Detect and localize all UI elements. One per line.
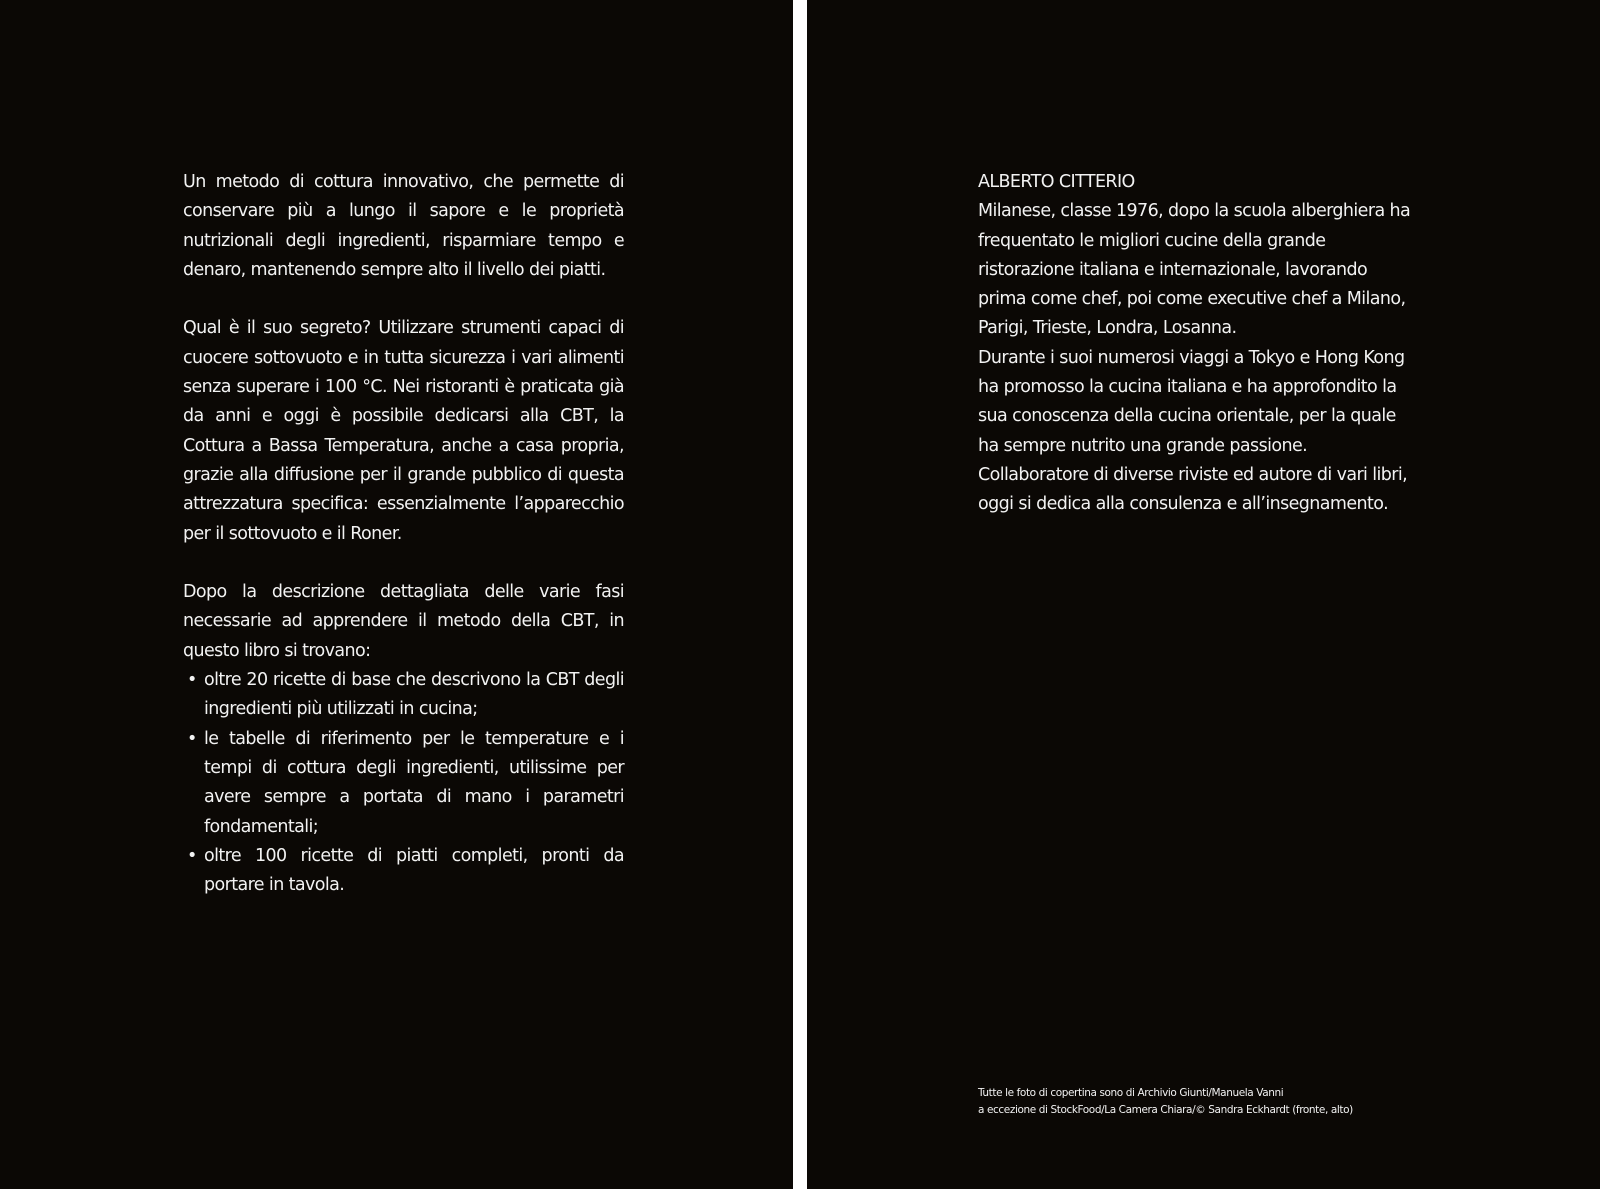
description-paragraph: Qual è il suo segreto? Utilizzare strumenti capaci di cuocere sottovuoto e in tutta sicurezza i vari alimenti senza superare i 100 °C. Nei ristoranti è praticata già da anni e oggi è possibile dedicarsi alla CBT, la Cottura a Bassa Temperatura, anche a casa propria, grazie alla diffusione per il grande pubblico di questa attrezzatura specifica: essenzialmente l’apparecchio per il sottovuoto e il Roner. [183, 318, 624, 544]
back-cover-right-page [807, 0, 1600, 1189]
author-name: ALBERTO CITTERIO [978, 172, 1135, 192]
list-item [183, 725, 624, 842]
list-item [183, 666, 624, 725]
author-bio [978, 168, 1419, 520]
credit-line: Tutte le foto di copertina sono di Archivio Giunti/Manuela Vanni [978, 1087, 1284, 1099]
description-paragraph: Un metodo di cottura innovativo, che permette di conservare più a lungo il sapore e le proprietà nutrizionali degli ingredienti, risparmiare tempo e denaro, mantenendo sempre alto il livello dei piatti. [183, 172, 624, 280]
bullet-icon: • [187, 845, 197, 866]
bio-paragraph: Durante i suoi numerosi viaggi a Tokyo e Hong Kong ha promosso la cucina italiana e ha approfondito la sua conoscenza della cucina orientale, per la quale ha sempre nutrito una grande passione. [978, 347, 1405, 456]
bio-paragraph: Collaboratore di diverse riviste ed autore di vari libri, oggi si dedica alla consulenza e all’insegnamento. [978, 464, 1408, 515]
list-item-text: oltre 100 ricette di piatti completi, pronti da portare in tavola. [204, 845, 624, 896]
list-item-text: le tabelle di riferimento per le temperature e i tempi di cottura degli ingredienti, utilissime per avere sempre a portata di mano i parametri fondamentali; [204, 728, 624, 837]
back-cover-left-page [0, 0, 793, 1189]
bio-paragraph: Milanese, classe 1976, dopo la scuola alberghiera ha frequentato le migliori cucine della grande ristorazione italiana e internazionale, lavorando prima come chef, poi come executive chef a Milano, Parigi, Trieste, Londra, Losanna. [978, 201, 1411, 339]
contents-list [183, 666, 624, 900]
bullet-icon: • [187, 728, 197, 749]
bullet-icon: • [187, 670, 197, 691]
book-description [183, 168, 624, 900]
description-paragraph: Dopo la descrizione dettagliata delle varie fasi necessarie ad apprendere il metodo della CBT, in questo libro si trovano: [183, 582, 624, 661]
list-item [183, 842, 624, 901]
photo-credits [978, 1085, 1438, 1119]
credit-line: a eccezione di StockFood/La Camera Chiara/© Sandra Eckhardt (fronte, alto) [978, 1104, 1353, 1116]
list-item-text: oltre 20 ricette di base che descrivono la CBT degli ingredienti più utilizzati in cucina; [204, 670, 624, 720]
